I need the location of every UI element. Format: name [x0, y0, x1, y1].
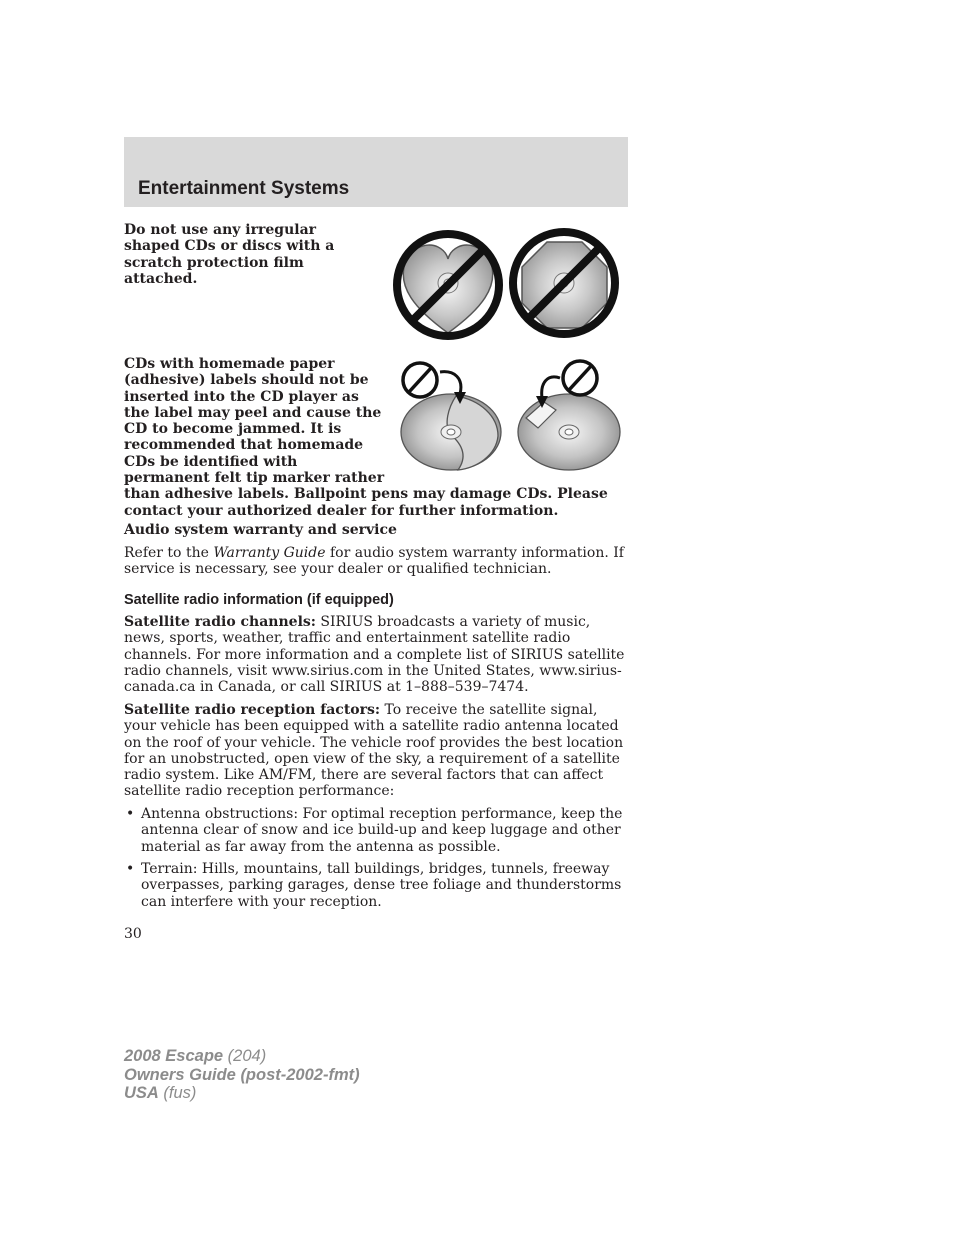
satellite-heading: Satellite radio information (if equipped) — [124, 592, 394, 608]
footer-model-code: (204) — [223, 1047, 267, 1065]
page-number: 30 — [124, 926, 142, 942]
text-line: CD to become jammed. It is — [124, 421, 342, 438]
warranty-text-post: for audio system warranty information. If service is necessary, see your dealer or qualified technician. — [124, 545, 624, 578]
satellite-factors-label: Satellite radio reception factors: — [124, 702, 381, 718]
text-line: CDs be identified with — [124, 453, 298, 470]
warranty-guide-title: Warranty Guide — [213, 545, 326, 561]
text-line: permanent felt tip marker rather — [124, 470, 385, 487]
bullet-text: Antenna obstructions: For optimal reception performance, keep the antenna clear of snow and ice build-up and keep luggage and other material as far away from the antenna as possible. — [141, 806, 623, 855]
footer-region-code: (fus) — [158, 1084, 197, 1102]
text-line: contact your authorized dealer for further information. — [124, 502, 559, 519]
text-line: inserted into the CD player as — [124, 388, 359, 405]
bullet-text: Terrain: Hills, mountains, tall buildings, bridges, tunnels, freeway overpasses, parking garages, dense tree foliage and thunderstorms can interfere with your reception. — [141, 861, 622, 910]
bullet-glyph: • — [126, 861, 135, 877]
warranty-paragraph — [124, 545, 629, 578]
footer-model: 2008 Escape — [124, 1047, 224, 1065]
text-line: the label may peel and cause the — [124, 404, 382, 421]
prohibition-icon — [563, 361, 597, 395]
irregular-disc-warning — [124, 222, 374, 287]
text-line: recommended that homemade — [124, 437, 364, 454]
document-footer — [124, 1047, 360, 1103]
warranty-text-pre: Refer to the — [124, 545, 214, 561]
section-title: Entertainment Systems — [138, 178, 350, 199]
satellite-factors-text: To receive the satellite signal, your vehicle has been equipped with a satellite radio antenna located on the roof of your vehicle. The vehicle roof provides the best location for an unobstructed, open view of the sky, a requirement of a satellite radio system. Like AM/FM, there are several factors that can affect satellite radio reception performance: — [124, 702, 624, 800]
satellite-channels-paragraph — [124, 614, 626, 695]
warranty-heading: Audio system warranty and service — [124, 522, 397, 538]
no-irregular-discs-illustration — [392, 225, 624, 349]
text-line: than adhesive labels. Ballpoint pens may damage CDs. Please — [124, 486, 608, 503]
no-adhesive-labels-illustration — [398, 356, 624, 476]
text-line: (adhesive) labels should not be — [124, 372, 369, 389]
satellite-factors-paragraph — [124, 702, 628, 800]
prohibition-icon — [403, 363, 437, 397]
footer-line-region — [124, 1084, 360, 1103]
bullet-item-antenna — [124, 806, 629, 856]
bullet-glyph: • — [126, 806, 135, 822]
bullet-item-terrain — [124, 861, 629, 911]
satellite-channels-text: SIRIUS broadcasts a variety of music, news, sports, weather, traffic and entertainment satellite radio channels. For more information and a complete list of SIRIUS satellite radio channels, visit www.sirius.com in the United States, www.sirius-canada.ca in Canada, or call SIRIUS at 1–888–539–7474. — [124, 614, 625, 696]
footer-guide: Owners Guide (post-2002-fmt) — [124, 1065, 360, 1084]
footer-line-model — [124, 1047, 360, 1066]
footer-line-guide — [124, 1066, 360, 1085]
text-line: CDs with homemade paper — [124, 356, 335, 372]
satellite-channels-label: Satellite radio channels: — [124, 614, 316, 630]
footer-region: USA — [124, 1084, 159, 1102]
irregular-disc-warning-text: Do not use any irregular shaped CDs or discs with a scratch protection film attached. — [124, 222, 335, 287]
